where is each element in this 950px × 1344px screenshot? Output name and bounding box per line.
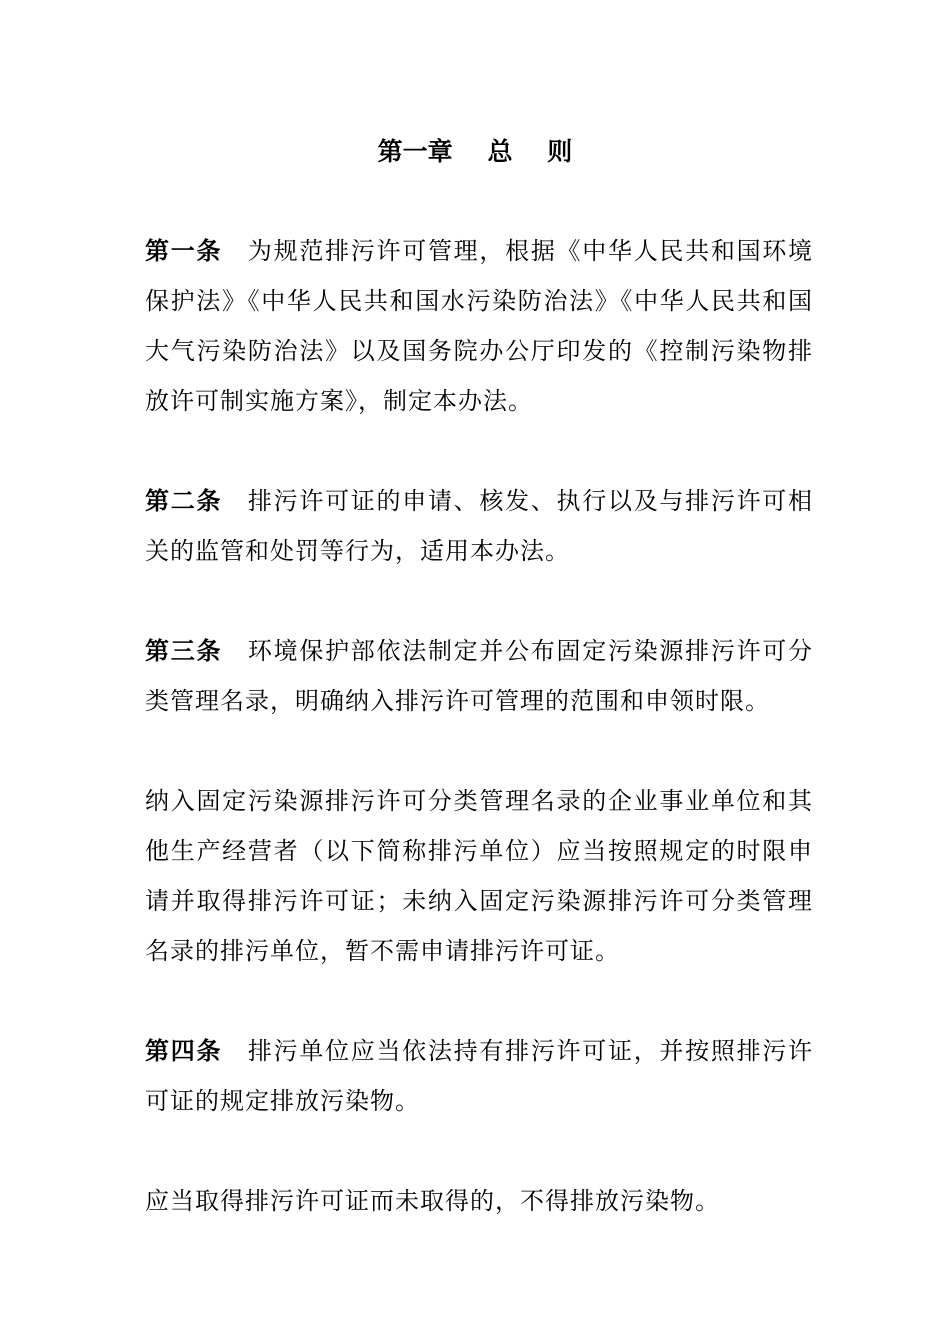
article-4-continuation-paragraph (145, 1176, 813, 1226)
article-4-text: 排污单位应当依法持有排污许可证，并按照排污许可证的规定排放污染物。 (145, 1037, 814, 1115)
article-1-text: 为规范排污许可管理，根据《中华人民共和国环境保护法》《中华人民共和国水污染防治法》《中华人民共和国大气污染防治法》以及国务院办公厅印发的《控制污染物排放许可制实施方案》，制定本办法。 (145, 237, 814, 415)
article-2-text: 排污许可证的申请、核发、执行以及与排污许可相关的监管和处罚等行为，适用本办法。 (145, 487, 814, 565)
spacer (222, 1037, 248, 1065)
chapter-title: 第一章 总 则 (377, 137, 573, 166)
article-3-text: 环境保护部依法制定并公布固定污染源排污许可分类管理名录，明确纳入排污许可管理的范围和申领时限。 (145, 637, 814, 715)
article-2-paragraph (145, 476, 813, 576)
article-3-continuation-text: 纳入固定污染源排污许可分类管理名录的企业事业单位和其他生产经营者（以下简称排污单位）应当按照规定的时限申请并取得排污许可证；未纳入固定污染源排污许可分类管理名录的排污单位，暂不需申请排污许可证。 (145, 787, 813, 965)
article-1-label: 第一条 (145, 236, 223, 265)
article-4-continuation-text: 应当取得排污许可证而未取得的，不得排放污染物。 (145, 1187, 720, 1215)
article-4-paragraph (145, 1026, 813, 1126)
spacer (222, 237, 248, 265)
article-4-label: 第四条 (145, 1036, 223, 1065)
article-1-paragraph (145, 226, 813, 426)
spacer (222, 637, 248, 665)
article-3-continuation-paragraph (145, 776, 813, 976)
spacer (222, 487, 248, 515)
article-2-label: 第二条 (145, 486, 223, 515)
article-3-paragraph (145, 626, 813, 726)
article-3-label: 第三条 (145, 636, 223, 665)
